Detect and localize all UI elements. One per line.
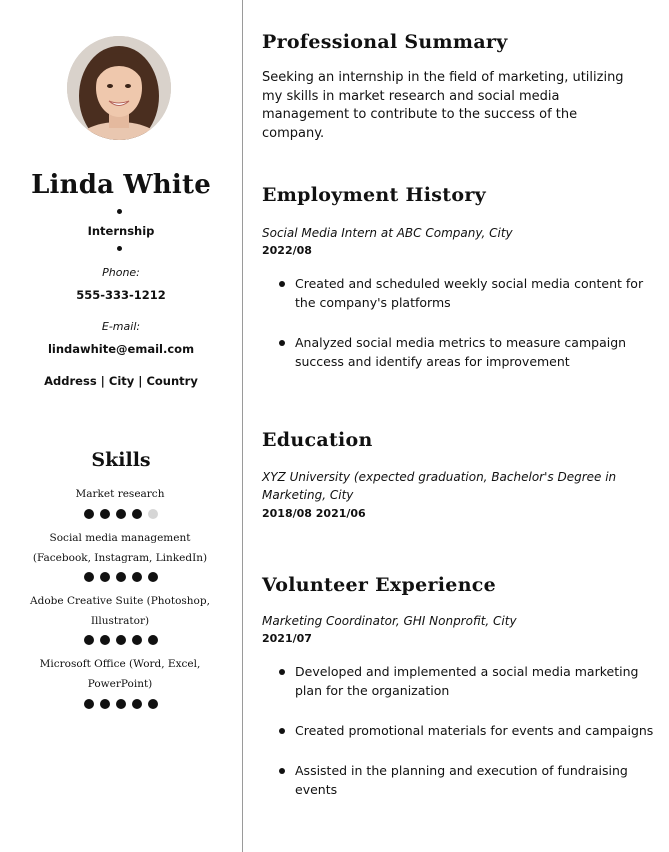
email-label: E-mail:: [101, 320, 141, 333]
skill-rating: [0, 635, 242, 645]
address: Address | City | Country: [44, 374, 198, 388]
rating-dot-filled: [100, 509, 110, 519]
list-item: Analyzed social media metrics to measure campaign success and identify areas for improvement: [262, 333, 657, 371]
candidate-name: Linda White: [31, 170, 211, 200]
rating-dot-filled: [116, 635, 126, 645]
rating-dot-filled: [100, 635, 110, 645]
employment-date: 2022/08: [262, 244, 312, 257]
employment-bullets: [262, 274, 657, 392]
education-date: 2018/08 2021/06: [262, 507, 366, 520]
rating-dot-filled: [116, 572, 126, 582]
skills-heading: Skills: [91, 449, 151, 471]
skill-rating: [0, 509, 242, 519]
rating-dot-filled: [84, 635, 94, 645]
summary-heading: Professional Summary: [262, 31, 508, 53]
skill-rating: [0, 699, 242, 709]
list-item: Developed and implemented a social media marketing plan for the organization: [262, 662, 657, 700]
list-item: Created promotional materials for events and campaigns: [262, 721, 657, 740]
rating-dot-filled: [116, 699, 126, 709]
volunteer-date: 2021/07: [262, 632, 312, 645]
phone-number: 555-333-1212: [76, 288, 166, 302]
separator-dot: [117, 209, 122, 214]
phone-label: Phone:: [102, 266, 140, 279]
rating-dot-filled: [84, 509, 94, 519]
volunteer-role: Marketing Coordinator, GHI Nonprofit, City: [262, 614, 517, 628]
employment-role: Social Media Intern at ABC Company, City: [262, 226, 513, 240]
education-school: XYZ University (expected graduation, Bachelor's Degree in Marketing, City: [262, 470, 617, 502]
rating-dot-filled: [148, 699, 158, 709]
separator-dot: [117, 246, 122, 251]
rating-dot-filled: [84, 699, 94, 709]
rating-dot-filled: [100, 572, 110, 582]
rating-dot-filled: [148, 635, 158, 645]
list-item: Assisted in the planning and execution of fundraising events: [262, 761, 657, 799]
job-title: Internship: [87, 224, 155, 238]
skill-name: Market research: [75, 488, 165, 500]
profile-photo: [67, 36, 171, 140]
summary-text: Seeking an internship in the field of marketing, utilizing my skills in market research and social media management to contribute to the success of the company.: [262, 70, 624, 141]
volunteer-heading: Volunteer Experience: [262, 574, 497, 596]
rating-dot-filled: [148, 572, 158, 582]
rating-dot-empty: [148, 509, 158, 519]
rating-dot-filled: [132, 509, 142, 519]
rating-dot-filled: [100, 699, 110, 709]
rating-dot-filled: [132, 635, 142, 645]
column-divider: [242, 0, 243, 852]
skill-rating: [0, 572, 242, 582]
rating-dot-filled: [84, 572, 94, 582]
list-item: Created and scheduled weekly social media content for the company's platforms: [262, 274, 657, 312]
rating-dot-filled: [132, 572, 142, 582]
skill-name: Adobe Creative Suite (Photoshop, Illustrator): [30, 595, 210, 627]
education-heading: Education: [262, 429, 373, 451]
volunteer-bullets: [262, 662, 657, 820]
skill-name: Social media management (Facebook, Instagram, LinkedIn): [32, 532, 208, 564]
employment-heading: Employment History: [262, 184, 486, 206]
rating-dot-filled: [132, 699, 142, 709]
sidebar: [0, 0, 242, 852]
skill-name: Microsoft Office (Word, Excel, PowerPoint): [39, 658, 201, 690]
email-address: lindawhite@email.com: [47, 342, 195, 356]
rating-dot-filled: [116, 509, 126, 519]
